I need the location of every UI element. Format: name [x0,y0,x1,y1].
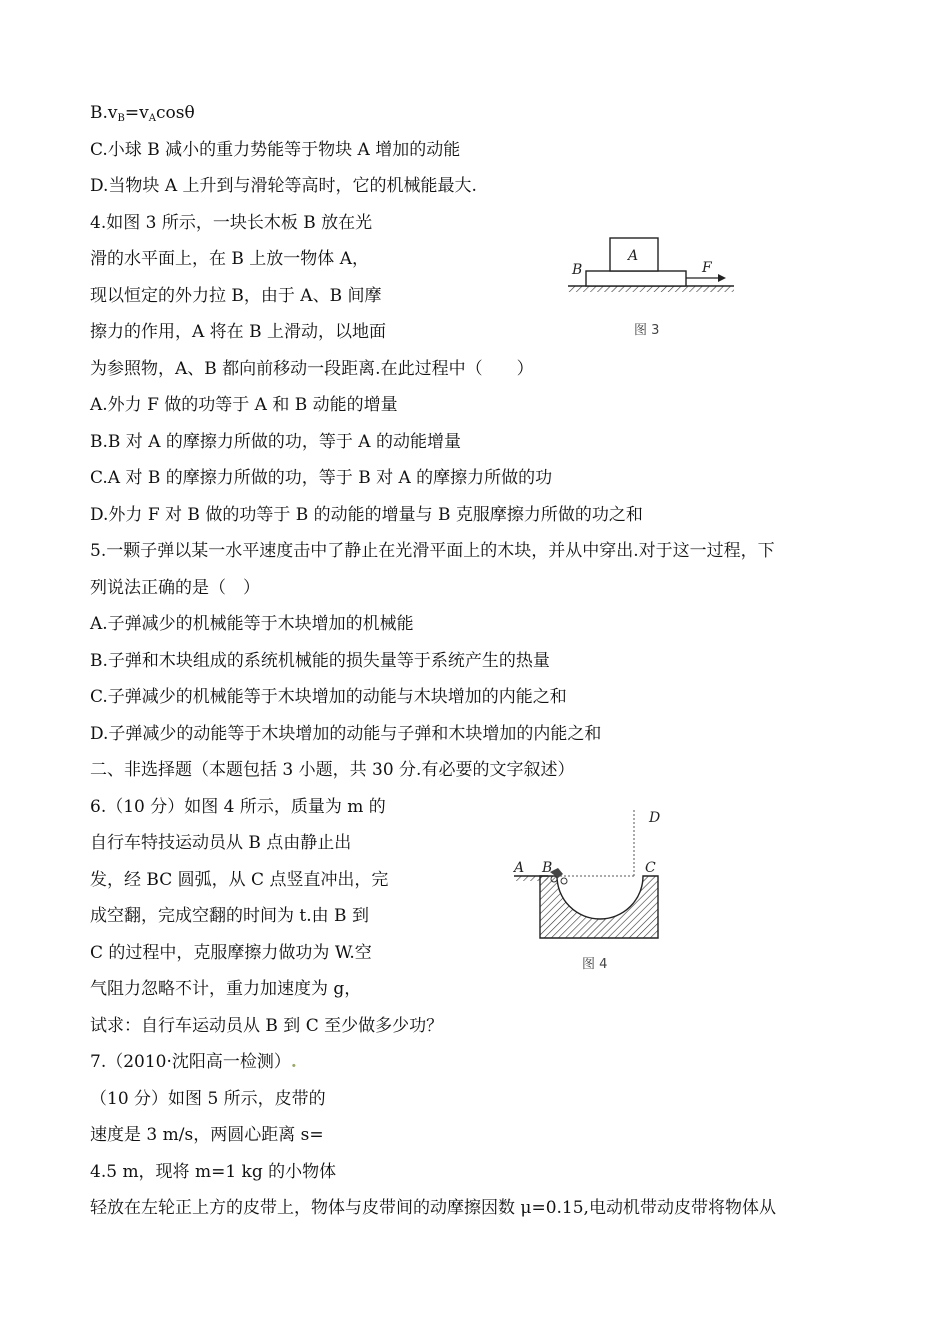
option-4d: D.外力 F 对 B 做的功等于 B 的动能的增量与 B 克服摩擦力所做的功之和 [90,505,643,525]
option-4a: A.外力 F 做的功等于 A 和 B 动能的增量 [90,395,398,415]
half-pipe [540,876,658,938]
decorative-dot: . [290,1052,297,1072]
option-5b: B.子弹和木块组成的系统机械能的损失量等于系统产生的热量 [90,651,550,671]
question-4-line-4: 擦力的作用，A 将在 B 上滑动，以地面 [90,322,386,342]
label-f: F [702,260,712,276]
question-6-line-1: 6.（10 分）如图 4 所示，质量为 m 的 [90,797,386,817]
label-d: D [649,810,661,826]
option-3c: C.小球 B 减小的重力势能等于物块 A 增加的动能 [90,140,461,160]
question-7-line-3: 速度是 3 m/s，两圆心距离 s= [90,1125,324,1145]
question-6-line-4: 成空翻，完成空翻的时间为 t.由 B 到 [90,906,369,926]
question-7-line-1: 7.（2010·沈阳高一检测）. [90,1052,297,1072]
question-6-line-2: 自行车特技运动员从 B 点由静止出 [90,833,352,853]
option-3d: D.当物块 A 上升到与滑轮等高时，它的机械能最大. [90,176,477,196]
force-arrow-head [718,274,726,282]
option-5c: C.子弹减少的机械能等于木块增加的动能与木块增加的内能之和 [90,687,567,707]
label-a: A [514,860,525,876]
label-b: B [542,860,553,876]
option-4c: C.A 对 B 的摩擦力所做的功，等于 B 对 A 的摩擦力所做的功 [90,468,553,488]
option-3b: $B.v_B=v_A\cos\theta$ [90,103,195,124]
label-c: C [645,860,656,876]
label-b: B [572,262,583,278]
figure-3-caption: 图 3 [634,323,660,338]
question-4-line-2: 滑的水平面上，在 B 上放一物体 A， [90,249,369,269]
board-b [586,271,686,286]
question-6-line-6: 气阻力忽略不计，重力加速度为 g， [90,979,362,999]
question-5-line-1: 5.一颗子弹以某一水平速度击中了静止在光滑平面上的木块，并从中穿出.对于这一过程，下 [90,541,775,561]
question-4-line-3: 现以恒定的外力拉 B，由于 A、B 间摩 [90,286,382,306]
figure-3 [562,228,740,342]
option-5d: D.子弹减少的动能等于木块增加的动能与子弹和木块增加的内能之和 [90,724,602,744]
question-4-line-1: 4.如图 3 所示，一块长木板 B 放在光 [90,213,373,233]
figure-4 [506,806,678,976]
question-7-line-4: 4.5 m，现将 m=1 kg 的小物体 [90,1162,337,1182]
question-6-line-3: 发，经 BC 圆弧，从 C 点竖直冲出，完 [90,870,389,890]
option-4b: B.B 对 A 的摩擦力所做的功，等于 A 的动能增量 [90,432,461,452]
question-7-line-5: 轻放在左轮正上方的皮带上，物体与皮带间的动摩擦因数 μ=0.15,电动机带动皮带将物体从 [90,1198,776,1218]
question-4-line-5: 为参照物，A、B 都向前移动一段距离.在此过程中（ ） [90,359,534,379]
question-6-line-5: C 的过程中，克服摩擦力做功为 W.空 [90,943,372,963]
question-7-line-2: （10 分）如图 5 所示，皮带的 [90,1089,326,1109]
option-5a: A.子弹减少的机械能等于木块增加的机械能 [90,614,414,634]
figure-4-caption: 图 4 [582,957,608,972]
label-a: A [628,248,639,264]
section-2-heading: 二、非选择题（本题包括 3 小题，共 30 分.有必要的文字叙述） [90,760,575,780]
ground-hatch [568,286,734,292]
rider-wheel-2 [561,878,567,884]
question-5-line-2: 列说法正确的是（ ） [90,578,260,598]
question-6-line-7: 试求：自行车运动员从 B 到 C 至少做多少功？ [90,1016,444,1036]
